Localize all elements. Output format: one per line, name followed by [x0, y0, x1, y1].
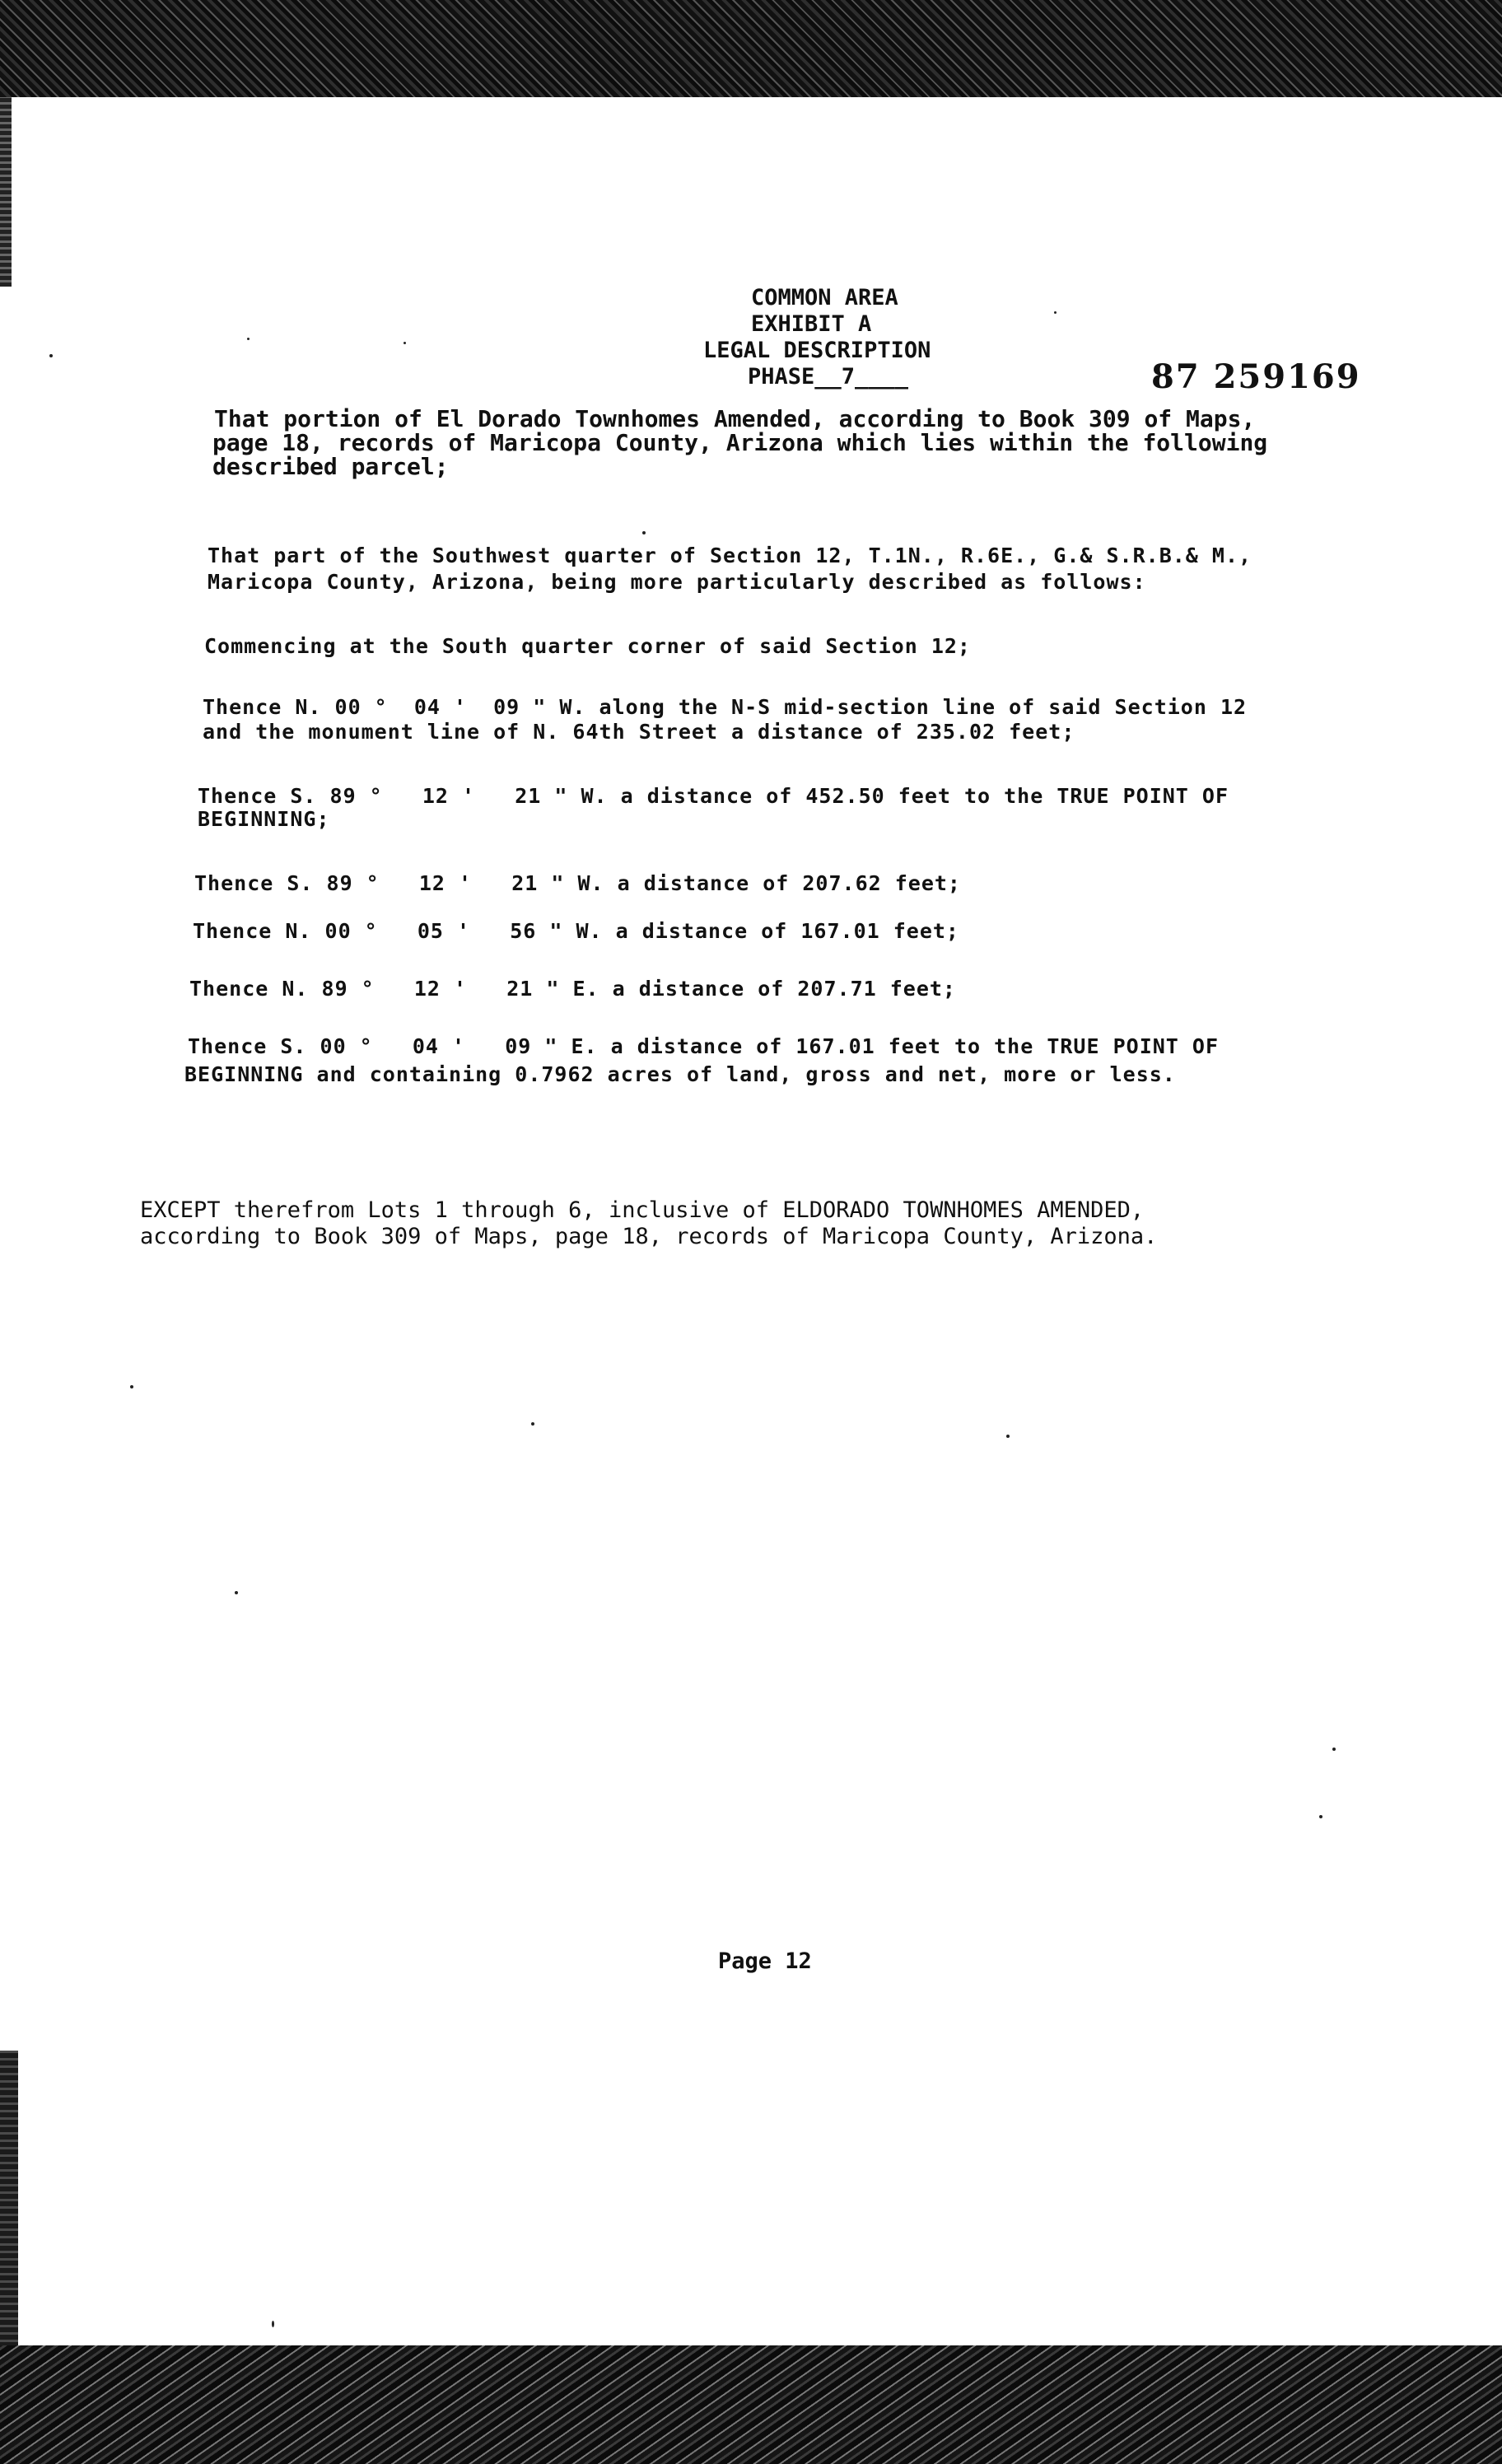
header-common-area: COMMON AREA	[751, 285, 898, 310]
legal-course-4: Thence N. 00 ° 05 ' 56 " W. a distance of 167.01 feet;	[193, 919, 959, 943]
legal-commencing: Commencing at the South quarter corner of said Section 12;	[204, 634, 971, 658]
header-legal-description: LEGAL DESCRIPTION	[703, 338, 931, 363]
except-line-2: according to Book 309 of Maps, page 18, records of Maricopa County, Arizona.	[140, 1224, 1158, 1249]
legal-course-1-line-1: Thence N. 00 ° 04 ' 09 " W. along the N-S mid-section line of said Section 12	[203, 695, 1248, 719]
scan-speck	[403, 342, 406, 344]
scan-speck	[642, 531, 646, 534]
document-number: 87 259169	[1151, 357, 1361, 396]
scan-speck	[1332, 1748, 1336, 1751]
legal-course-6-line-1: Thence S. 00 ° 04 ' 09 " E. a distance of 167.01 feet to the TRUE POINT OF	[188, 1034, 1219, 1058]
except-line-1: EXCEPT therefrom Lots 1 through 6, inclusive of ELDORADO TOWNHOMES AMENDED,	[140, 1197, 1145, 1223]
scan-border-bottom	[0, 2345, 1502, 2464]
legal-p1-line-2: Maricopa County, Arizona, being more particularly described as follows:	[208, 570, 1146, 594]
header-phase: PHASE__7____	[748, 364, 909, 390]
intro-line-3: described parcel;	[212, 453, 449, 480]
scan-speck	[272, 2321, 274, 2327]
legal-course-2-line-2: BEGINNING;	[198, 807, 330, 831]
scan-speck	[235, 1591, 238, 1594]
intro-line-1: That portion of El Dorado Townhomes Amended, according to Book 309 of Maps,	[214, 405, 1256, 432]
scan-border-left	[0, 97, 12, 287]
page-number: Page 12	[718, 1948, 812, 1974]
legal-p1-line-1: That part of the Southwest quarter of Section 12, T.1N., R.6E., G.& S.R.B.& M.,	[208, 544, 1252, 567]
scan-speck	[1319, 1815, 1322, 1818]
scan-speck	[1054, 311, 1057, 314]
scan-speck	[1006, 1435, 1010, 1438]
scan-border-top	[0, 0, 1502, 97]
legal-course-6-line-2: BEGINNING and containing 0.7962 acres of land, gross and net, more or less.	[184, 1062, 1176, 1086]
scan-speck	[247, 338, 250, 340]
scan-speck	[49, 354, 53, 357]
scan-speck	[531, 1422, 534, 1426]
legal-course-3: Thence S. 89 ° 12 ' 21 " W. a distance of 207.62 feet;	[194, 871, 961, 895]
scan-speck	[130, 1385, 133, 1388]
legal-course-2-line-1: Thence S. 89 ° 12 ' 21 " W. a distance of 452.50 feet to the TRUE POINT OF	[198, 784, 1229, 808]
scan-border-bottom-left	[0, 2051, 18, 2347]
intro-line-2: page 18, records of Maricopa County, Arizona which lies within the following	[212, 429, 1268, 456]
header-exhibit: EXHIBIT A	[751, 311, 872, 337]
legal-course-1-line-2: and the monument line of N. 64th Street a distance of 235.02 feet;	[203, 720, 1075, 744]
legal-course-5: Thence N. 89 ° 12 ' 21 " E. a distance of 207.71 feet;	[189, 977, 956, 1001]
